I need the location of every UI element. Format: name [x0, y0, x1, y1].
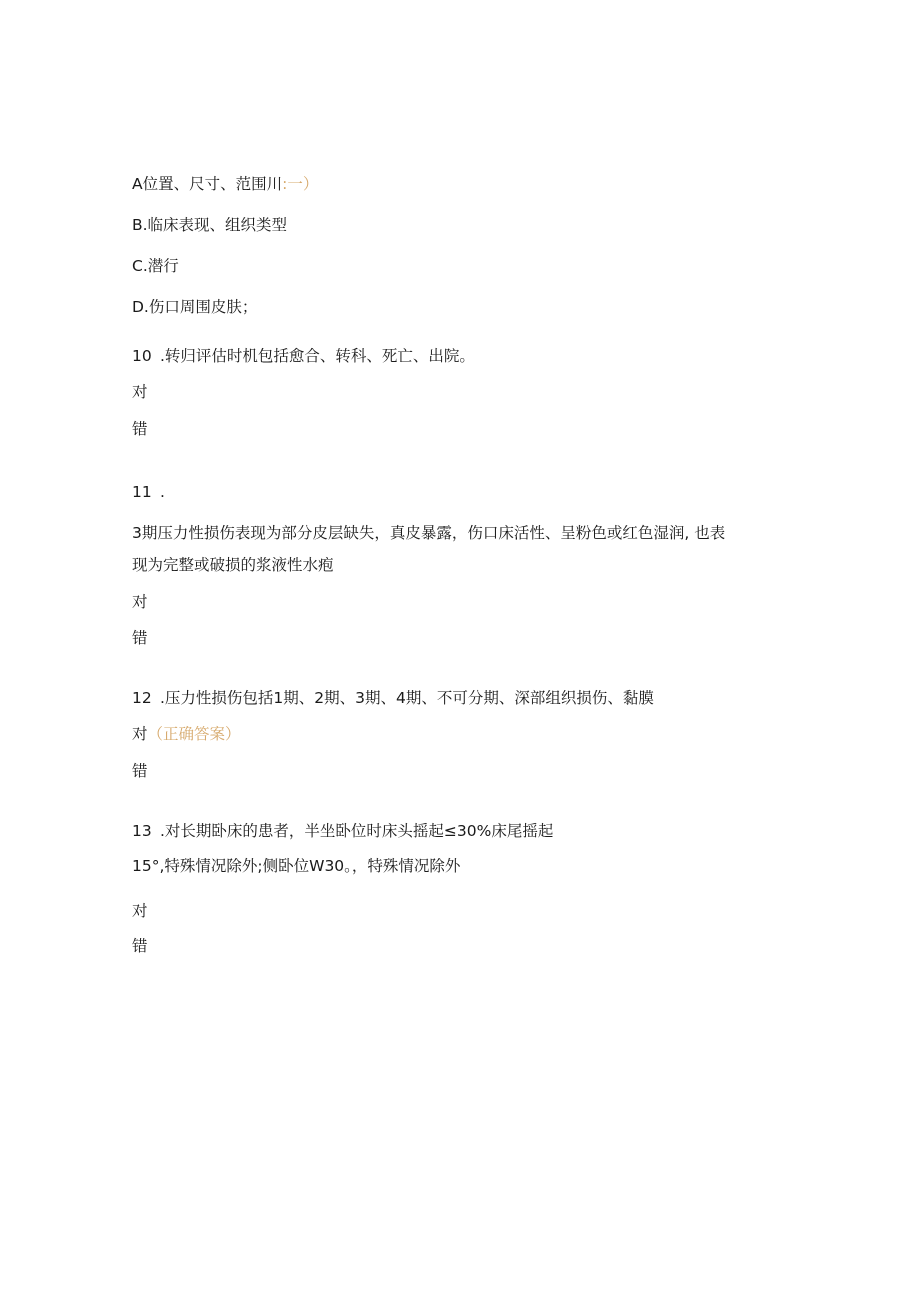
q12-number: 12 — [132, 689, 152, 707]
q11-option-false[interactable]: 错 — [132, 629, 148, 647]
q13-text-line2: 15°,特殊情况除外;侧卧位W30。，特殊情况除外 — [132, 857, 461, 875]
q10-option-true[interactable]: 对 — [132, 383, 148, 401]
q13-number: 13 — [132, 822, 152, 840]
q9-option-a — [132, 174, 318, 194]
q11-text-line2: 现为完整或破损的浆液性水疱 — [132, 556, 334, 574]
q9-option-b: B.临床表现、组织类型 — [132, 216, 288, 234]
q13-text-line1: .对长期卧床的患者，半坐卧位时床头摇起≤30%床尾摇起 — [160, 822, 554, 840]
q11-option-true[interactable]: 对 — [132, 593, 148, 611]
q11-number: 11 — [132, 483, 152, 501]
q11-question-number — [132, 482, 165, 502]
q10-question — [132, 346, 475, 366]
q13-option-true[interactable]: 对 — [132, 902, 148, 920]
q10-number: 10 — [132, 347, 152, 365]
q13-option-false[interactable]: 错 — [132, 937, 148, 955]
q9-option-d: D.伤口周围皮肤； — [132, 298, 258, 316]
q12-question — [132, 688, 654, 708]
q13-question — [132, 821, 553, 841]
q10-text: .转归评估时机包括愈合、转科、死亡、出院。 — [160, 347, 475, 365]
q9-option-a-text: A位置、尺寸、范围川 — [132, 175, 283, 193]
q9-option-a-mark: :一） — [282, 175, 319, 193]
q12-option-true[interactable] — [132, 724, 241, 744]
q10-option-false[interactable]: 错 — [132, 420, 148, 438]
q12-option-false[interactable]: 错 — [132, 762, 148, 780]
q11-text-line1: 3期压力性损伤表现为部分皮层缺失，真皮暴露，伤口床活性、呈粉色或红色湿润, 也表 — [132, 524, 726, 542]
q9-option-c: C.潜行 — [132, 257, 179, 275]
q12-correct-answer-mark: （正确答案） — [147, 725, 241, 743]
q11-dot: . — [160, 483, 165, 501]
q12-option-true-label: 对 — [132, 725, 148, 743]
q12-text: .压力性损伤包括1期、2期、3期、4期、不可分期、深部组织损伤、黏膜 — [160, 689, 654, 707]
